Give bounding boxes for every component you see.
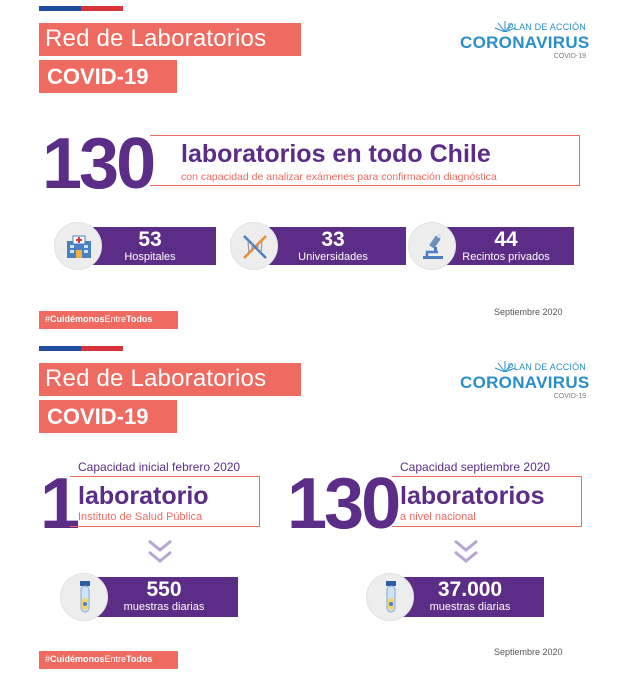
hashtag-badge <box>39 311 178 329</box>
nivel-nacional-subtitle: a nivel nacional <box>400 511 476 523</box>
logo-covid-text: COVID-19 <box>553 53 586 60</box>
infographic-panel-2 <box>0 340 629 680</box>
dna-icon <box>240 232 270 262</box>
big-number-130: 130 <box>42 124 154 204</box>
samples-september <box>366 573 544 621</box>
stat-universidades <box>230 222 406 270</box>
hashtag-prefix: # <box>45 654 51 664</box>
logo-plan-text: PLAN DE ACCIÓN <box>507 362 586 372</box>
hashtag-part-3: Todos <box>126 654 153 664</box>
chevrons-down-icon <box>146 537 174 567</box>
samples-initial <box>60 573 238 621</box>
stat-icon-circle <box>54 222 102 270</box>
samples-value: 37.000 <box>437 578 503 601</box>
laboratorio-word: laboratorio <box>78 482 209 510</box>
stat-label: Universidades <box>298 251 368 263</box>
stat-value: 53 <box>138 228 162 251</box>
capacity-september-caption: Capacidad septiembre 2020 <box>400 460 551 474</box>
plan-accion-logo <box>458 360 588 402</box>
capacity-initial-caption: Capacidad inicial febrero 2020 <box>78 460 241 474</box>
hashtag-part-1: Cuidémonos <box>50 314 105 324</box>
stat-icon-circle <box>408 222 456 270</box>
logo-covid-text: COVID-19 <box>553 393 586 400</box>
microscope-icon <box>418 232 448 262</box>
hashtag-part-2: Entre <box>104 314 127 324</box>
samples-bar <box>396 577 544 617</box>
stat-bar <box>438 227 574 265</box>
stat-label: Hospitales <box>124 251 176 263</box>
laboratorios-word: laboratorios <box>400 482 545 510</box>
samples-value: 550 <box>146 578 182 601</box>
samples-label: muestras diarias <box>429 601 511 613</box>
chile-flag-stripe <box>39 346 123 351</box>
hashtag-prefix: # <box>45 314 51 324</box>
chevrons-down-icon <box>452 537 480 567</box>
samples-label: muestras diarias <box>123 601 205 613</box>
logo-plan-text: PLAN DE ACCIÓN <box>507 22 586 32</box>
logo-coronavirus-text: CORONAVIRUS <box>460 33 590 52</box>
logo-coronavirus-text: CORONAVIRUS <box>460 373 590 392</box>
stat-recintos-privados <box>408 222 574 270</box>
labs-subheading: con capacidad de analizar exámenes para confirmación diagnóstica <box>181 171 497 183</box>
hashtag-part-1: Cuidémonos <box>50 654 105 664</box>
date-label: Septiembre 2020 <box>494 647 563 657</box>
big-number-1: 1 <box>40 464 81 544</box>
sample-icon-circle <box>366 573 414 621</box>
big-number-130: 130 <box>287 464 399 544</box>
sample-icon-circle <box>60 573 108 621</box>
title-line-2: COVID-19 <box>39 60 177 93</box>
labs-heading: laboratorios en todo Chile <box>181 140 491 168</box>
hashtag-part-3: Todos <box>126 314 153 324</box>
date-label: Septiembre 2020 <box>494 307 563 317</box>
stat-label: Recintos privados <box>462 251 550 263</box>
stat-icon-circle <box>230 222 278 270</box>
stat-hospitales <box>54 222 216 270</box>
stat-bar <box>84 227 216 265</box>
samples-bar <box>90 577 238 617</box>
stat-value: 33 <box>321 228 345 251</box>
test-tube-icon <box>73 580 97 616</box>
stat-bar <box>260 227 406 265</box>
title-line-1: Red de Laboratorios <box>39 23 301 56</box>
chile-flag-stripe <box>39 6 123 11</box>
hospital-icon <box>64 232 94 262</box>
hashtag-badge <box>39 651 178 669</box>
hashtag-part-2: Entre <box>104 654 127 664</box>
plan-accion-logo <box>458 20 588 62</box>
title-line-2: COVID-19 <box>39 400 177 433</box>
isp-subtitle: Instituto de Salud Pública <box>78 511 203 523</box>
stat-value: 44 <box>494 228 518 251</box>
test-tube-icon <box>379 580 403 616</box>
title-line-1: Red de Laboratorios <box>39 363 301 396</box>
